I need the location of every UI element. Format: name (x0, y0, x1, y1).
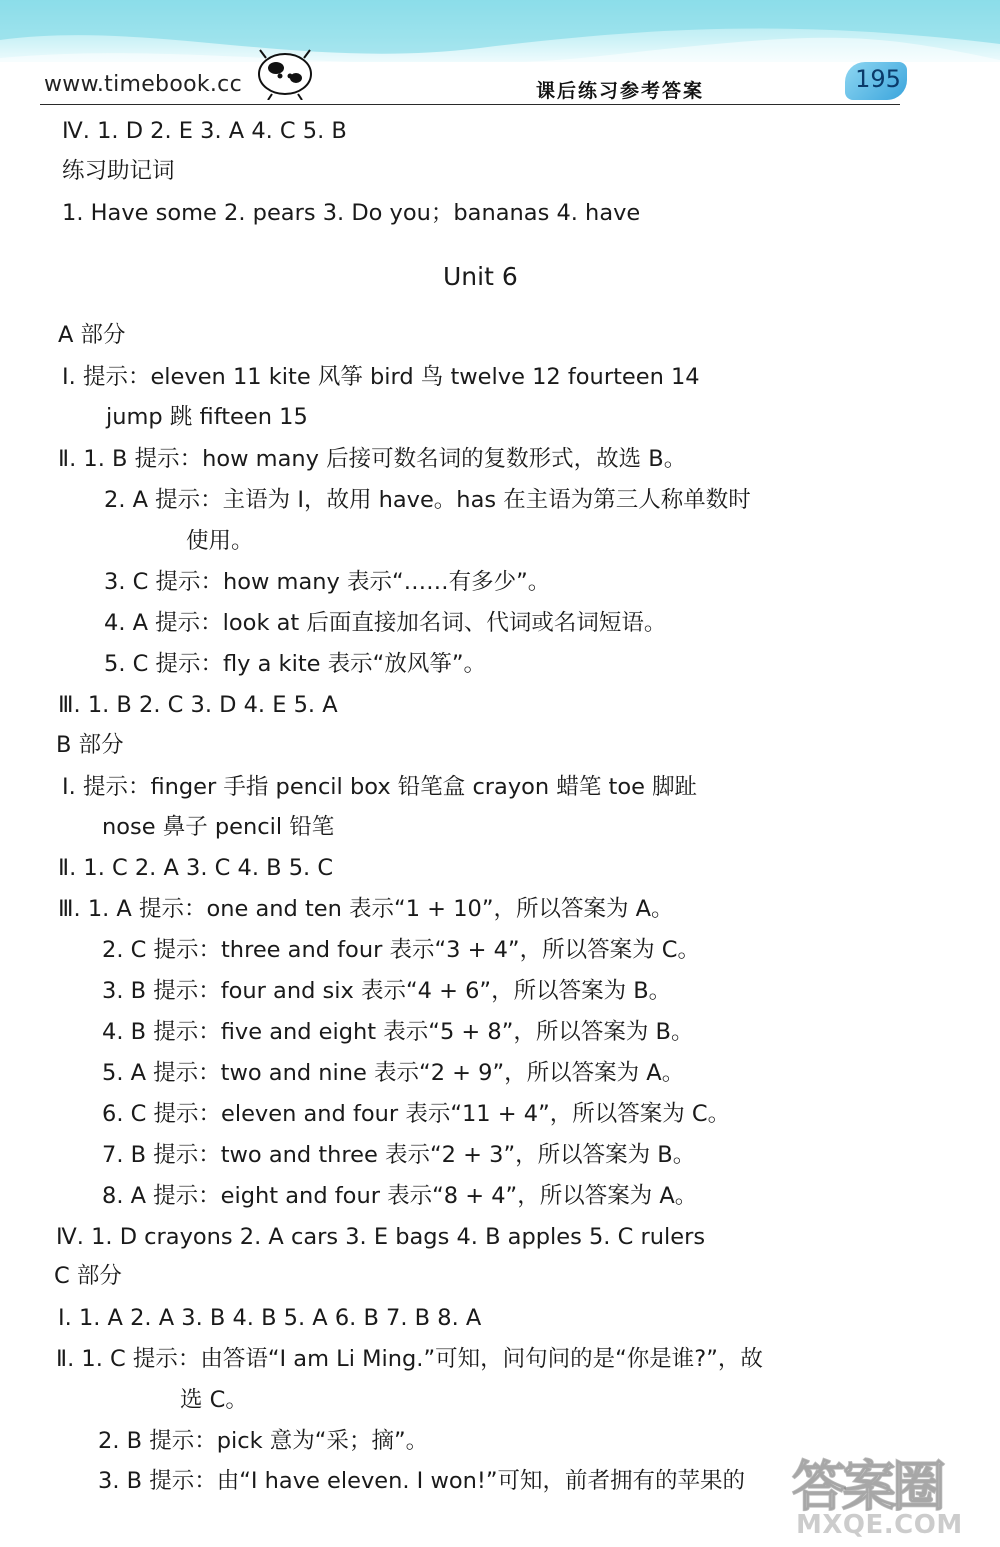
answer-line: Ⅰ. 提示：eleven 11 kite 风筝 bird 鸟 twelve 12 fourteen 14 (62, 364, 700, 390)
answer-line: Ⅰ. 1. A 2. A 3. B 4. B 5. A 6. B 7. B 8. A (58, 1305, 482, 1331)
section-heading: A 部分 (58, 322, 126, 348)
answer-line: 6. C 提示：eleven and four 表示“11 + 4”，所以答案为 C。 (102, 1101, 731, 1127)
answer-line: 5. A 提示：two and nine 表示“2 + 9”，所以答案为 A。 (102, 1060, 685, 1086)
watermark (792, 1444, 998, 1544)
header-title: 课后练习参考答案 (536, 80, 705, 102)
page-header (0, 0, 1000, 108)
answer-line: 8. A 提示：eight and four 表示“8 + 4”，所以答案为 A。 (102, 1183, 698, 1209)
answer-line: 使用。 (186, 528, 254, 554)
answer-line: 4. B 提示：five and eight 表示“5 + 8”，所以答案为 B。 (102, 1019, 694, 1045)
answer-line: 4. A 提示：look at 后面直接加名词、代词或名词短语。 (104, 610, 667, 636)
page-number: 195 (855, 65, 901, 93)
answer-line: Ⅱ. 1. C 2. A 3. C 4. B 5. C (58, 855, 334, 881)
answer-line: 1. Have some 2. pears 3. Do you；bananas 4. have (62, 200, 641, 226)
answer-line: jump 跳 fifteen 15 (106, 404, 308, 430)
section-heading: B 部分 (56, 732, 124, 758)
answer-line: Ⅱ. 1. B 提示：how many 后接可数名词的复数形式，故选 B。 (58, 446, 687, 472)
answer-line: 选 C。 (180, 1387, 248, 1413)
answer-line: Ⅲ. 1. A 提示：one and ten 表示“1 + 10”，所以答案为 A。 (58, 896, 674, 922)
answer-line: 7. B 提示：two and three 表示“2 + 3”，所以答案为 B。 (102, 1142, 696, 1168)
answer-line: 3. B 提示：由“I have eleven. I won!”可知，前者拥有的苹果的 (98, 1468, 746, 1494)
answer-line: 3. C 提示：how many 表示“……有多少”。 (104, 569, 551, 595)
answer-line: Ⅰ. 提示：finger 手指 pencil box 铅笔盒 crayon 蜡笔 toe 脚趾 (62, 774, 698, 800)
answer-line: 2. C 提示：three and four 表示“3 + 4”，所以答案为 C。 (102, 937, 700, 963)
answer-line: nose 鼻子 pencil 铅笔 (102, 814, 335, 840)
answer-line: 5. C 提示：fly a kite 表示“放风筝”。 (104, 651, 486, 677)
answer-line: Ⅳ. 1. D 2. E 3. A 4. C 5. B (62, 118, 347, 144)
section-heading: C 部分 (54, 1263, 122, 1289)
watermark-logo: 答案圈 (792, 1454, 942, 1518)
cow-mascot-icon (252, 44, 318, 100)
section-heading: 练习助记词 (62, 158, 175, 184)
header-rule (40, 104, 900, 105)
unit-title: Unit 6 (443, 262, 518, 291)
answer-line: 3. B 提示：four and six 表示“4 + 6”，所以答案为 B。 (102, 978, 672, 1004)
answer-line: Ⅱ. 1. C 提示：由答语“I am Li Ming.”可知，问句问的是“你是谁?”，故 (56, 1346, 763, 1372)
answer-line: Ⅳ. 1. D crayons 2. A cars 3. E bags 4. B apples 5. C rulers (56, 1224, 706, 1250)
site-url: www.timebook.cc (44, 72, 242, 97)
answer-line: 2. A 提示：主语为 I，故用 have。has 在主语为第三人称单数时 (104, 487, 751, 513)
watermark-site: MXQE.COM (796, 1510, 963, 1540)
answer-line: Ⅲ. 1. B 2. C 3. D 4. E 5. A (58, 692, 338, 718)
answer-line: 2. B 提示：pick 意为“采；摘”。 (98, 1428, 429, 1454)
